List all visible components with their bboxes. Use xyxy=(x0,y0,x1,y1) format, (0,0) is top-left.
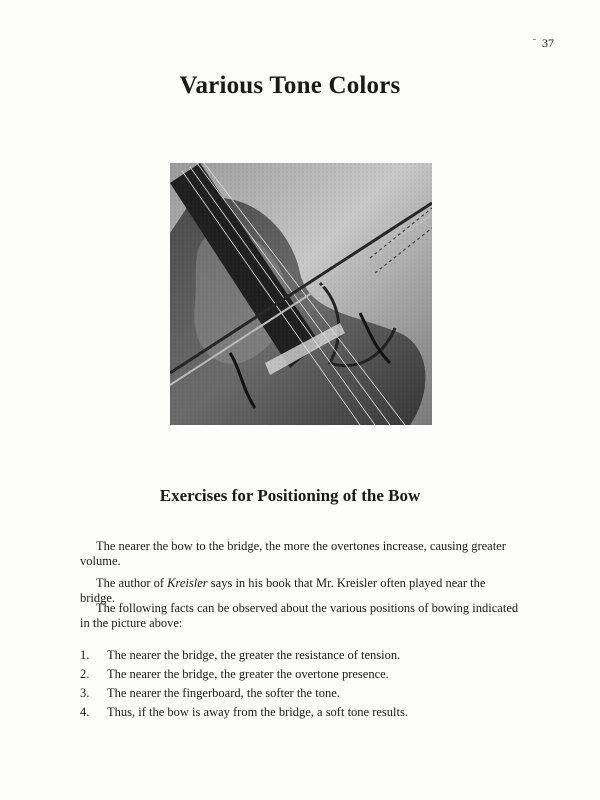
list-item-text: The nearer the bridge, the greater the resistance of tension. xyxy=(107,648,401,662)
list-item-number: 2. xyxy=(80,667,90,681)
list-item-text: The nearer the bridge, the greater the overtone presence. xyxy=(107,667,389,681)
section-title: Exercises for Positioning of the Bow xyxy=(159,486,421,505)
paragraph-kreisler-rest: says in his book that Mr. Kreisler often played near the bridge. xyxy=(80,576,486,605)
list-item-number: 4. xyxy=(80,705,90,719)
list-item xyxy=(80,705,540,724)
page-title: Various Tone Colors xyxy=(179,72,401,99)
book-title-kreisler: Kreisler xyxy=(167,576,208,590)
list-item-number: 1. xyxy=(80,648,90,662)
list-item xyxy=(80,686,540,705)
paragraph-overtones: The nearer the bow to the bridge, the more the overtones increase, causing greater volume. xyxy=(80,539,506,568)
page-number: 37 xyxy=(542,36,554,50)
paragraph-kreisler-lead: The author of xyxy=(96,576,168,590)
list-item-text: Thus, if the bow is away from the bridge, a soft tone results. xyxy=(107,705,408,719)
list-item xyxy=(80,648,540,667)
list-item-text: The nearer the fingerboard, the softer the tone. xyxy=(107,686,340,700)
violin-photo xyxy=(170,163,432,425)
violin-illustration xyxy=(170,163,432,425)
facts-list xyxy=(80,648,540,724)
list-item-number: 3. xyxy=(80,686,90,700)
paragraph-facts-intro: The following facts can be observed about the various positions of bowing indicated in the picture above: xyxy=(80,601,519,630)
list-item xyxy=(80,667,540,686)
